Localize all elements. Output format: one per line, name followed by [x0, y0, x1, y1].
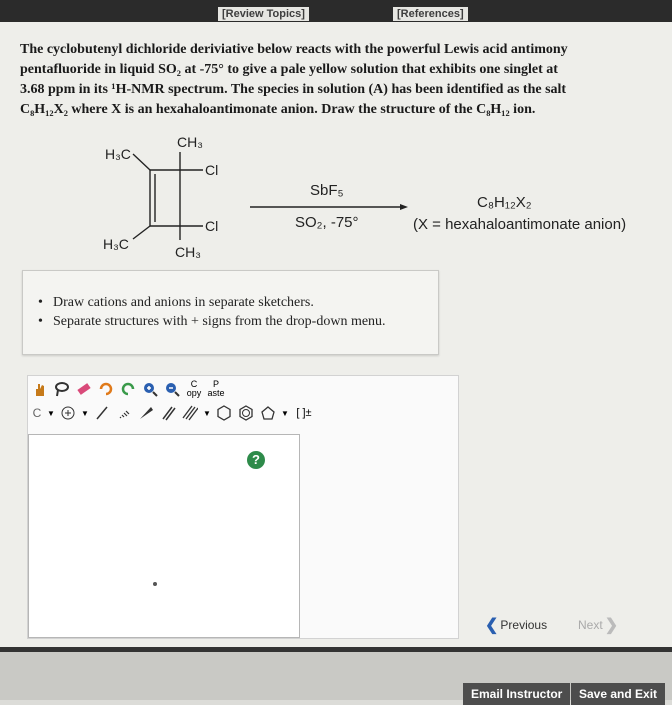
references-link[interactable]: [References]	[393, 7, 468, 21]
previous-button[interactable]	[485, 615, 547, 635]
cl-bottom-label: Cl	[205, 218, 219, 234]
question-line-1: The cyclobutenyl dichloride deriviative below reacts with the powerful Lewis acid antimony	[20, 42, 568, 57]
wedge-bond-icon[interactable]	[136, 403, 156, 423]
benzene-icon[interactable]	[236, 403, 256, 423]
zoom-out-icon[interactable]	[162, 379, 182, 399]
reagent-label: SbF₅	[310, 182, 344, 199]
hashed-bond-icon[interactable]	[114, 403, 134, 423]
previous-label: Previous	[500, 618, 548, 632]
question-line-3: 3.68 ppm in its ¹H-NMR spectrum. The species in solution (A) has been identified as the salt	[20, 82, 567, 97]
instructions-list	[53, 293, 386, 331]
instruction-item: • Draw cations and anions in separate sketchers.	[53, 293, 386, 312]
sketcher-toolbar-bottom	[30, 402, 318, 424]
footer-bar	[0, 647, 672, 700]
hand-icon[interactable]	[30, 379, 50, 399]
instructions-box	[22, 270, 439, 355]
triple-bond-icon[interactable]	[180, 403, 200, 423]
charge-dropdown-icon[interactable]: ▼	[81, 408, 89, 418]
top-bar	[0, 0, 672, 22]
double-bond-icon[interactable]	[158, 403, 178, 423]
undo-icon[interactable]	[96, 379, 116, 399]
bond-dropdown-icon[interactable]: ▼	[203, 408, 211, 418]
product-note: (X = hexahaloantimonate anion)	[413, 216, 627, 233]
redo-icon[interactable]	[118, 379, 138, 399]
cyclohexane-icon[interactable]	[214, 403, 234, 423]
paste-button[interactable]: P aste	[207, 379, 225, 398]
single-bond-icon[interactable]	[92, 403, 112, 423]
canvas-dot	[153, 582, 157, 586]
question-text	[20, 40, 635, 120]
next-button[interactable]	[578, 615, 618, 635]
question-line-4: C₈H₁₂X₂ where X is an hexahaloantimonate anion. Draw the structure of the C₈H₁₂ ion.	[20, 102, 536, 117]
h3c-top-label: H₃C	[105, 146, 131, 162]
next-label: Next	[578, 618, 603, 632]
chevron-right-icon: ❯	[604, 617, 619, 634]
conditions-label: SO₂, -75°	[295, 214, 359, 231]
question-content	[0, 22, 672, 647]
reaction-scheme	[95, 134, 655, 264]
cyclopentane-icon[interactable]	[258, 403, 278, 423]
ring-dropdown-icon[interactable]: ▼	[281, 408, 289, 418]
atom-button[interactable]: C	[32, 406, 42, 420]
product-formula: C₈H₁₂X₂	[477, 194, 532, 211]
question-line-2: pentafluoride in liquid SO₂ at -75° to give a pale yellow solution that exhibits one singlet at	[20, 62, 558, 77]
chevron-left-icon: ❮	[485, 617, 499, 634]
sketcher-toolbar-top	[30, 378, 228, 400]
cl-top-label: Cl	[205, 162, 219, 178]
h3c-bottom-label: H₃C	[103, 236, 129, 252]
review-topics-link[interactable]: [Review Topics]	[218, 7, 309, 21]
ch3-bottom-label: CH₃	[175, 244, 201, 260]
email-instructor-button[interactable]: Email Instructor	[463, 683, 570, 705]
zoom-in-icon[interactable]	[140, 379, 160, 399]
molecule-sketcher	[27, 375, 459, 639]
eraser-icon[interactable]	[74, 379, 94, 399]
lasso-icon[interactable]	[52, 379, 72, 399]
bracket-button[interactable]: [ ]±	[296, 407, 312, 419]
atom-dropdown-icon[interactable]: ▼	[47, 408, 55, 418]
ch3-top-label: CH₃	[177, 134, 203, 150]
instruction-item: • Separate structures with + signs from the drop-down menu.	[53, 312, 386, 331]
help-icon[interactable]: ?	[247, 451, 265, 469]
copy-button[interactable]: C opy	[186, 379, 202, 398]
save-and-exit-button[interactable]: Save and Exit	[571, 683, 665, 705]
charge-plus-icon[interactable]	[58, 403, 78, 423]
